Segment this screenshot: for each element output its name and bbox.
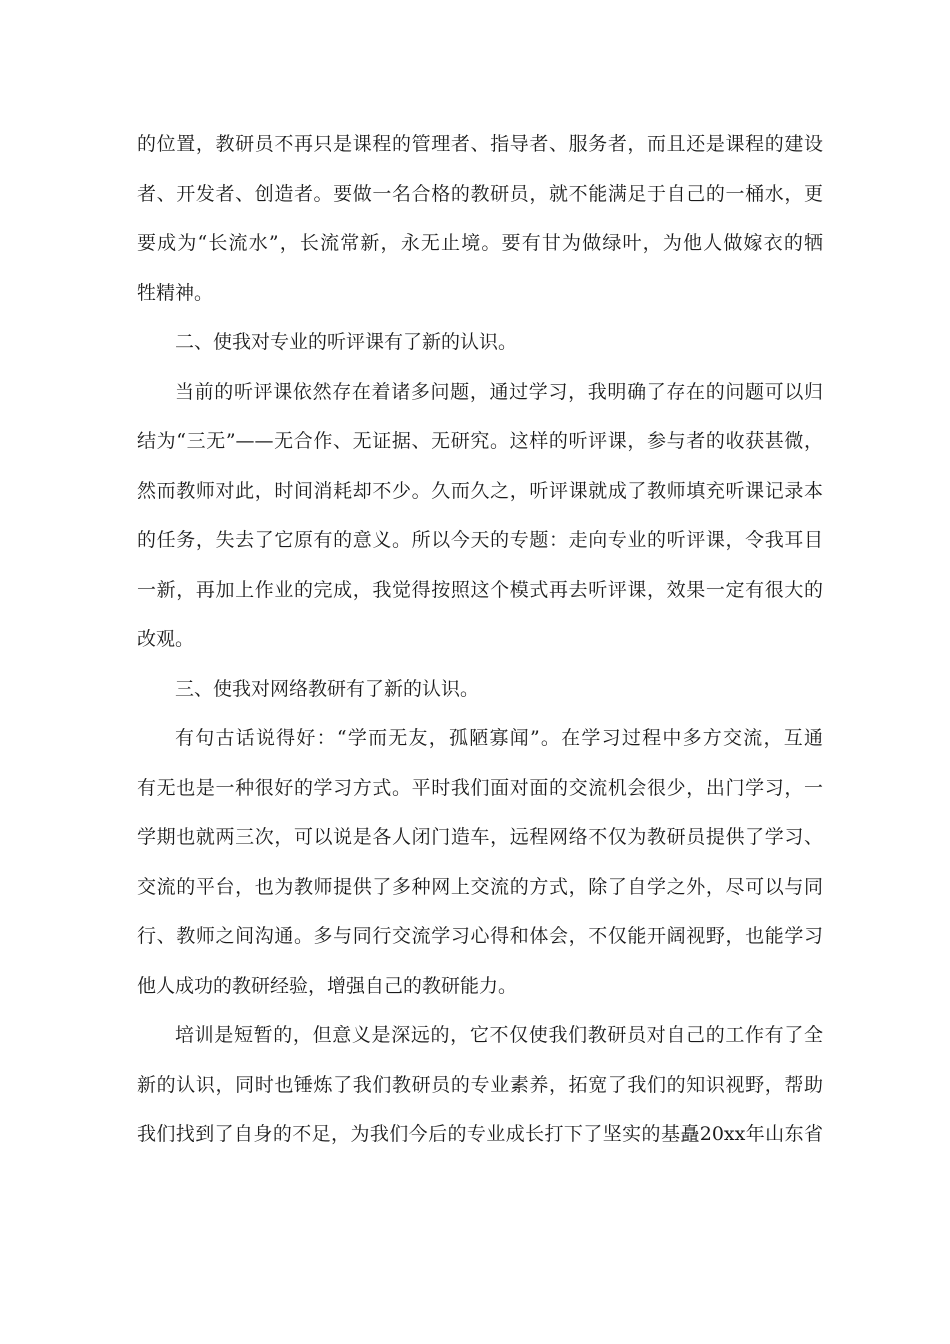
heading-text: 三、使我对网络教研有了新的认识。 — [175, 677, 480, 700]
text-line: 有句古话说得好：“学而无友，孤陋寡闻”。在学习过程中多方交流，互通 — [175, 727, 823, 749]
text-line: 当前的听评课依然存在着诸多问题，通过学习，我明确了存在的问题可以归 — [175, 380, 823, 403]
text-line: 结为“三无”——无合作、无证据、无研究。这样的听评课，参与者的收获甚微， — [137, 430, 823, 452]
text-line: 培训是短暂的，但意义是深远的，它不仅使我们教研员对自己的工作有了全 — [175, 1024, 823, 1046]
text-line: 牲精神。 — [137, 281, 214, 304]
text-line: 的任务，失去了它原有的意义。所以今天的专题：走向专业的听评课，令我耳目 — [137, 529, 823, 551]
text-line: 学期也就两三次，可以说是各人闭门造车，远程网络不仅为教研员提供了学习、 — [137, 826, 823, 848]
text-line: 有无也是一种很好的学习方式。平时我们面对面的交流机会很少，出门学习，一 — [137, 776, 823, 799]
text-line: 要成为“长流水”，长流常新，永无止境。要有甘为做绿叶，为他人做嫁衣的牺 — [137, 232, 823, 254]
text-line: 我们找到了自身的不足，为我们今后的专业成长打下了坚实的基矗20xx年山东省 — [137, 1123, 823, 1145]
text-line: 者、开发者、创造者。要做一名合格的教研员，就不能满足于自己的一桶水，更 — [137, 182, 823, 205]
text-line: 行、教师之间沟通。多与同行交流学习心得和体会，不仅能开阔视野，也能学习 — [137, 925, 823, 947]
text-line: 然而教师对此，时间消耗却不少。久而久之，听评课就成了教师填充听课记录本 — [137, 479, 823, 502]
text-line: 的位置，教研员不再只是课程的管理者、指导者、服务者，而且还是课程的建设 — [137, 133, 823, 155]
section-heading-3 — [137, 669, 823, 719]
text-line: 交流的平台，也为教师提供了多种网上交流的方式，除了自学之外，尽可以与同 — [137, 875, 823, 898]
paragraph-intro-continuation — [137, 124, 823, 322]
text-line: 一新，再加上作业的完成，我觉得按照这个模式再去听评课，效果一定有很大的 — [137, 578, 823, 601]
text-line: 新的认识，同时也锤炼了我们教研员的专业素养，拓宽了我们的知识视野，帮助 — [137, 1073, 823, 1096]
text-line: 他人成功的教研经验，增强自己的教研能力。 — [137, 974, 518, 997]
section-heading-2 — [137, 322, 823, 372]
heading-text: 二、使我对专业的听评课有了新的认识。 — [175, 331, 518, 353]
paragraph-network-research — [137, 718, 823, 1015]
text-line: 改观。 — [137, 628, 195, 650]
document-page — [137, 124, 823, 1164]
paragraph-conclusion — [137, 1015, 823, 1164]
paragraph-listen-evaluate — [137, 372, 823, 669]
